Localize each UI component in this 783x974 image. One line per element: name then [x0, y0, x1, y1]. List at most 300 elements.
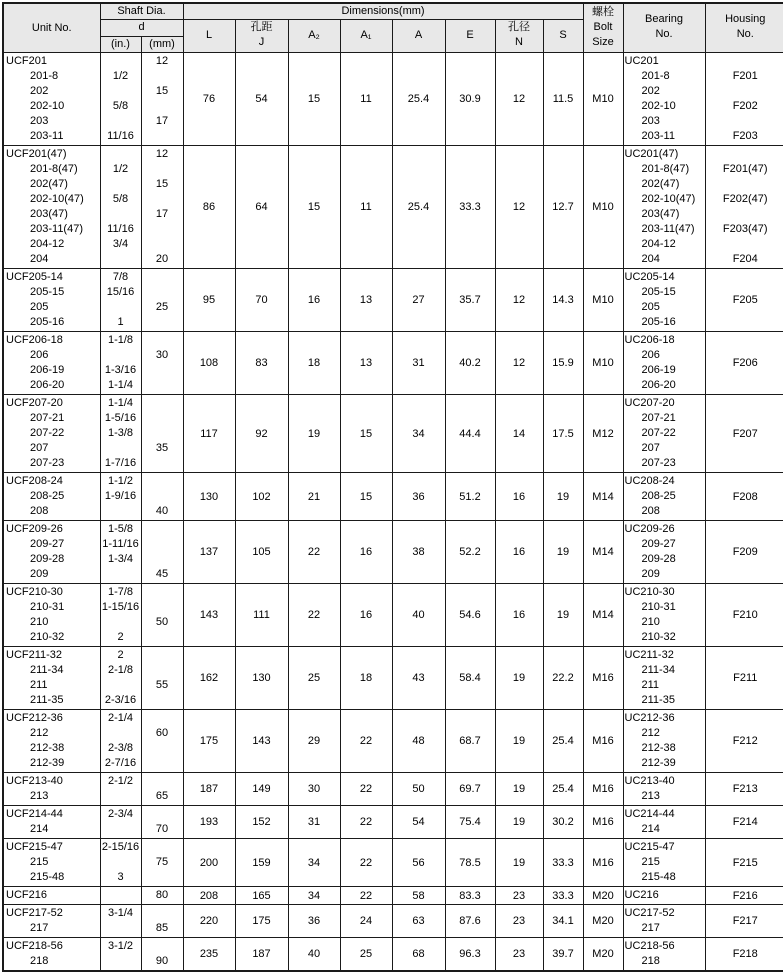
cell-line: 7/8: [101, 270, 141, 285]
cell-shaft-in: [100, 773, 141, 806]
cell-line: 202: [624, 84, 705, 99]
cell-line: 207: [624, 441, 705, 456]
cell-line: 17: [142, 207, 183, 222]
cell-unit-no: [3, 521, 100, 584]
cell-dim-l: 143: [183, 584, 235, 647]
cell-dim-a: 40: [392, 584, 445, 647]
cell-dim-j: 105: [235, 521, 288, 584]
cell-line: 210-31: [4, 600, 100, 615]
cell-dim-j: 111: [235, 584, 288, 647]
cell-line: 206: [4, 348, 100, 363]
cell-unit-no: [3, 473, 100, 521]
header-dim-line: A₁: [341, 29, 392, 44]
cell-line: 2-3/16: [101, 693, 141, 708]
cell-bearing-no: [623, 887, 705, 905]
cell-line: 203: [624, 114, 705, 129]
cell-dim-s: 34.1: [543, 905, 583, 938]
cell-line: UCF212-36: [4, 711, 100, 726]
cell-line: 12: [142, 147, 183, 162]
cell-dim-s: 14.3: [543, 269, 583, 332]
cell-dim-s: 19: [543, 521, 583, 584]
cell-line: UCF208-24: [4, 474, 100, 489]
cell-housing-no: F216: [705, 887, 783, 905]
cell-line: 218: [624, 954, 705, 969]
cell-line: [101, 822, 141, 837]
cell-dim-s: 25.4: [543, 710, 583, 773]
cell-dim-a2: 30: [288, 773, 340, 806]
cell-line: [101, 888, 141, 903]
cell-line: F203(47): [706, 222, 783, 237]
cell-bolt-size: M16: [583, 806, 623, 839]
cell-line: 80: [142, 888, 183, 903]
cell-bearing-no: [623, 710, 705, 773]
cell-dim-n: 12: [495, 53, 543, 146]
cell-shaft-mm: [141, 839, 183, 887]
cell-line: 202(47): [4, 177, 100, 192]
cell-line: [142, 537, 183, 552]
cell-line: 209-27: [4, 537, 100, 552]
cell-line: UCF216: [4, 888, 100, 903]
cell-dim-a: 63: [392, 905, 445, 938]
cell-line: [142, 939, 183, 954]
cell-line: [706, 237, 783, 252]
header-d: d: [100, 20, 183, 37]
header-bolt-size-line: Bolt: [584, 21, 623, 36]
cell-dim-e: 54.6: [445, 584, 495, 647]
cell-housing-no: F208: [705, 473, 783, 521]
cell-dim-n: 16: [495, 521, 543, 584]
cell-line: 45: [142, 567, 183, 582]
cell-line: 85: [142, 921, 183, 936]
cell-line: 215: [624, 855, 705, 870]
cell-line: 202-10: [624, 99, 705, 114]
cell-line: 2-3/4: [101, 807, 141, 822]
cell-shaft-in: [100, 839, 141, 887]
cell-line: [142, 489, 183, 504]
cell-line: 25: [142, 300, 183, 315]
cell-dim-a: 25.4: [392, 146, 445, 269]
cell-line: 210-32: [624, 630, 705, 645]
cell-bearing-no: [623, 938, 705, 972]
cell-dim-a: 68: [392, 938, 445, 972]
cell-unit-no: [3, 395, 100, 473]
cell-dim-a: 43: [392, 647, 445, 710]
cell-line: 1-11/16: [101, 537, 141, 552]
cell-dim-a: 38: [392, 521, 445, 584]
cell-bearing-no: [623, 473, 705, 521]
cell-dim-a1: 13: [340, 332, 392, 395]
cell-line: 209-27: [624, 537, 705, 552]
cell-line: 15/16: [101, 285, 141, 300]
cell-unit-no: [3, 773, 100, 806]
cell-line: 204: [624, 252, 705, 267]
cell-shaft-in: [100, 332, 141, 395]
cell-bolt-size: M10: [583, 332, 623, 395]
cell-dim-s: 22.2: [543, 647, 583, 710]
cell-dim-j: 102: [235, 473, 288, 521]
cell-line: [142, 192, 183, 207]
cell-shaft-in: [100, 521, 141, 584]
cell-line: 207: [4, 441, 100, 456]
header-dim-s: [543, 20, 583, 53]
cell-line: [142, 648, 183, 663]
cell-dim-e: 83.3: [445, 887, 495, 905]
cell-shaft-mm: [141, 53, 183, 146]
cell-line: UC217-52: [624, 906, 705, 921]
cell-dim-a: 25.4: [392, 53, 445, 146]
cell-dim-a2: 29: [288, 710, 340, 773]
header-dim-line: 孔径: [496, 21, 543, 36]
table-row: [3, 473, 783, 521]
cell-dim-n: 19: [495, 773, 543, 806]
cell-line: 203-11(47): [624, 222, 705, 237]
cell-housing-no: F214: [705, 806, 783, 839]
cell-line: [142, 456, 183, 471]
cell-line: [706, 147, 783, 162]
table-row: [3, 269, 783, 332]
header-bolt-size-line: Size: [584, 36, 623, 51]
cell-bolt-size: M16: [583, 647, 623, 710]
cell-line: 212-38: [624, 741, 705, 756]
cell-bearing-no: [623, 53, 705, 146]
table-row: [3, 647, 783, 710]
cell-line: [142, 396, 183, 411]
cell-dim-e: 35.7: [445, 269, 495, 332]
table-row: [3, 53, 783, 146]
cell-line: 204-12: [4, 237, 100, 252]
cell-dim-l: 200: [183, 839, 235, 887]
cell-line: F204: [706, 252, 783, 267]
cell-line: 75: [142, 855, 183, 870]
cell-dim-l: 162: [183, 647, 235, 710]
cell-dim-s: 30.2: [543, 806, 583, 839]
cell-dim-a1: 18: [340, 647, 392, 710]
cell-line: 203(47): [624, 207, 705, 222]
cell-dim-n: 12: [495, 332, 543, 395]
cell-line: 218: [4, 954, 100, 969]
cell-line: [142, 870, 183, 885]
cell-line: 201-8(47): [624, 162, 705, 177]
cell-line: 205: [624, 300, 705, 315]
cell-shaft-in: [100, 887, 141, 905]
table-row: [3, 332, 783, 395]
cell-dim-a2: 31: [288, 806, 340, 839]
header-dim-a2: [288, 20, 340, 53]
cell-dim-j: 159: [235, 839, 288, 887]
cell-unit-no: [3, 938, 100, 972]
cell-line: [706, 177, 783, 192]
cell-line: 215-48: [624, 870, 705, 885]
cell-line: [142, 129, 183, 144]
cell-dim-a: 50: [392, 773, 445, 806]
cell-line: [142, 363, 183, 378]
cell-bolt-size: M14: [583, 584, 623, 647]
cell-line: 214: [624, 822, 705, 837]
cell-line: [142, 99, 183, 114]
cell-line: 1-3/16: [101, 363, 141, 378]
cell-dim-l: 220: [183, 905, 235, 938]
cell-line: 1-9/16: [101, 489, 141, 504]
cell-line: F202: [706, 99, 783, 114]
cell-line: 1-5/16: [101, 411, 141, 426]
cell-shaft-in: [100, 146, 141, 269]
cell-line: 210-32: [4, 630, 100, 645]
cell-dim-a2: 18: [288, 332, 340, 395]
cell-line: 1-7/8: [101, 585, 141, 600]
cell-dim-l: 208: [183, 887, 235, 905]
cell-line: UC207-20: [624, 396, 705, 411]
cell-line: [142, 333, 183, 348]
cell-dim-l: 187: [183, 773, 235, 806]
cell-line: [142, 315, 183, 330]
cell-dim-j: 83: [235, 332, 288, 395]
header-dim-line: 孔距: [236, 21, 288, 36]
cell-shaft-in: [100, 647, 141, 710]
table-row: [3, 584, 783, 647]
cell-line: [101, 441, 141, 456]
cell-line: 215: [4, 855, 100, 870]
cell-bolt-size: M20: [583, 938, 623, 972]
cell-line: 201-8: [624, 69, 705, 84]
cell-bearing-no: [623, 647, 705, 710]
cell-line: [142, 693, 183, 708]
cell-dim-a1: 22: [340, 806, 392, 839]
cell-housing-no: F212: [705, 710, 783, 773]
cell-dim-j: 149: [235, 773, 288, 806]
cell-dim-e: 33.3: [445, 146, 495, 269]
header-unit-no: Unit No.: [3, 3, 100, 53]
cell-line: [101, 855, 141, 870]
cell-shaft-mm: [141, 395, 183, 473]
cell-line: 203-11: [4, 129, 100, 144]
cell-dim-a1: 22: [340, 887, 392, 905]
cell-bearing-no: [623, 584, 705, 647]
cell-line: 1-3/8: [101, 426, 141, 441]
cell-line: 207-21: [4, 411, 100, 426]
cell-dim-s: 12.7: [543, 146, 583, 269]
cell-dim-j: 165: [235, 887, 288, 905]
cell-line: 211-34: [624, 663, 705, 678]
cell-bolt-size: M10: [583, 269, 623, 332]
header-bearing-no-line: No.: [624, 28, 705, 43]
cell-line: 209: [4, 567, 100, 582]
cell-shaft-in: [100, 584, 141, 647]
cell-dim-l: 95: [183, 269, 235, 332]
cell-unit-no: [3, 905, 100, 938]
cell-line: 2-1/2: [101, 774, 141, 789]
cell-line: 3/4: [101, 237, 141, 252]
cell-dim-n: 14: [495, 395, 543, 473]
cell-dim-a1: 15: [340, 473, 392, 521]
cell-unit-no: [3, 269, 100, 332]
header-row-1: [3, 3, 783, 20]
cell-dim-a1: 16: [340, 521, 392, 584]
cell-dim-a1: 13: [340, 269, 392, 332]
table-row: [3, 938, 783, 972]
cell-housing-no: F215: [705, 839, 783, 887]
cell-line: [142, 222, 183, 237]
cell-dim-n: 23: [495, 887, 543, 905]
cell-dim-n: 19: [495, 806, 543, 839]
cell-line: [142, 840, 183, 855]
cell-unit-no: [3, 584, 100, 647]
cell-bearing-no: [623, 395, 705, 473]
cell-line: 206-20: [624, 378, 705, 393]
cell-line: F201(47): [706, 162, 783, 177]
cell-dim-l: 137: [183, 521, 235, 584]
cell-dim-a2: 34: [288, 839, 340, 887]
cell-shaft-mm: [141, 473, 183, 521]
cell-line: 202-10(47): [4, 192, 100, 207]
cell-line: [706, 54, 783, 69]
cell-line: 206-20: [4, 378, 100, 393]
cell-line: 209: [624, 567, 705, 582]
cell-line: 1/2: [101, 162, 141, 177]
cell-line: UC214-44: [624, 807, 705, 822]
cell-housing-no: F211: [705, 647, 783, 710]
cell-dim-e: 51.2: [445, 473, 495, 521]
cell-line: 206-19: [4, 363, 100, 378]
cell-line: [101, 114, 141, 129]
cell-line: 1-3/4: [101, 552, 141, 567]
cell-line: 208-25: [4, 489, 100, 504]
cell-line: UCF217-52: [4, 906, 100, 921]
cell-dim-l: 86: [183, 146, 235, 269]
cell-line: 3: [101, 870, 141, 885]
header-housing-no: [705, 3, 783, 53]
cell-dim-n: 12: [495, 269, 543, 332]
cell-bearing-no: [623, 269, 705, 332]
cell-dim-e: 40.2: [445, 332, 495, 395]
cell-line: 17: [142, 114, 183, 129]
cell-dim-l: 130: [183, 473, 235, 521]
cell-housing-no: [705, 146, 783, 269]
cell-line: 2-15/16: [101, 840, 141, 855]
cell-housing-no: F205: [705, 269, 783, 332]
cell-line: UCF214-44: [4, 807, 100, 822]
cell-shaft-mm: [141, 332, 183, 395]
cell-bolt-size: M16: [583, 710, 623, 773]
cell-dim-a1: 16: [340, 584, 392, 647]
cell-line: UC201: [624, 54, 705, 69]
header-housing-no-line: No.: [706, 28, 783, 43]
cell-line: [142, 663, 183, 678]
cell-line: 1-1/8: [101, 333, 141, 348]
cell-line: 90: [142, 954, 183, 969]
cell-line: 2: [101, 648, 141, 663]
cell-line: UC201(47): [624, 147, 705, 162]
header-dim-a1: [340, 20, 392, 53]
cell-line: 207-22: [624, 426, 705, 441]
table-header: [3, 3, 783, 53]
cell-line: UCF207-20: [4, 396, 100, 411]
cell-unit-no: [3, 332, 100, 395]
cell-shaft-mm: [141, 905, 183, 938]
cell-line: 205-16: [4, 315, 100, 330]
cell-line: [101, 954, 141, 969]
cell-line: [101, 921, 141, 936]
cell-dim-a2: 40: [288, 938, 340, 972]
cell-line: [101, 54, 141, 69]
cell-bearing-no: [623, 806, 705, 839]
cell-line: [706, 84, 783, 99]
cell-dim-j: 143: [235, 710, 288, 773]
cell-unit-no: [3, 710, 100, 773]
cell-line: UCF215-47: [4, 840, 100, 855]
cell-bolt-size: M14: [583, 521, 623, 584]
table-row: [3, 839, 783, 887]
cell-dim-a1: 24: [340, 905, 392, 938]
header-dim-j: [235, 20, 288, 53]
cell-bearing-no: [623, 521, 705, 584]
cell-line: 212-39: [4, 756, 100, 771]
cell-dim-a: 34: [392, 395, 445, 473]
cell-line: [101, 84, 141, 99]
header-dim-a: [392, 20, 445, 53]
cell-line: [142, 426, 183, 441]
cell-line: [101, 252, 141, 267]
cell-line: 202: [4, 84, 100, 99]
cell-line: [101, 300, 141, 315]
cell-shaft-mm: [141, 773, 183, 806]
cell-line: UCF209-26: [4, 522, 100, 537]
cell-dim-a2: 21: [288, 473, 340, 521]
cell-dim-l: 108: [183, 332, 235, 395]
cell-line: UC208-24: [624, 474, 705, 489]
cell-bolt-size: M16: [583, 773, 623, 806]
cell-line: 201-8: [4, 69, 100, 84]
cell-dim-e: 68.7: [445, 710, 495, 773]
cell-line: 35: [142, 441, 183, 456]
header-dim-l: [183, 20, 235, 53]
cell-bolt-size: M12: [583, 395, 623, 473]
cell-line: 212-39: [624, 756, 705, 771]
cell-line: 202(47): [624, 177, 705, 192]
cell-shaft-mm: [141, 806, 183, 839]
cell-line: 3-1/2: [101, 939, 141, 954]
cell-unit-no: [3, 839, 100, 887]
cell-shaft-in: [100, 710, 141, 773]
cell-line: [142, 774, 183, 789]
cell-bolt-size: M16: [583, 839, 623, 887]
cell-dim-j: 152: [235, 806, 288, 839]
cell-line: 205-15: [4, 285, 100, 300]
cell-line: [142, 162, 183, 177]
cell-shaft-mm: [141, 584, 183, 647]
cell-line: [101, 615, 141, 630]
table-row: [3, 146, 783, 269]
cell-dim-n: 23: [495, 905, 543, 938]
cell-line: 203: [4, 114, 100, 129]
cell-line: 1-5/8: [101, 522, 141, 537]
cell-line: 15: [142, 84, 183, 99]
cell-bolt-size: M14: [583, 473, 623, 521]
cell-line: 208: [624, 504, 705, 519]
cell-dim-j: 70: [235, 269, 288, 332]
cell-dim-l: 175: [183, 710, 235, 773]
cell-bolt-size: M20: [583, 887, 623, 905]
cell-line: 207-21: [624, 411, 705, 426]
cell-line: 217: [624, 921, 705, 936]
cell-dim-n: 23: [495, 938, 543, 972]
cell-line: UC215-47: [624, 840, 705, 855]
cell-bearing-no: [623, 332, 705, 395]
cell-dim-e: 58.4: [445, 647, 495, 710]
cell-line: [101, 789, 141, 804]
header-dim-line: S: [544, 29, 583, 44]
cell-dim-n: 16: [495, 584, 543, 647]
header-dim-n: [495, 20, 543, 53]
